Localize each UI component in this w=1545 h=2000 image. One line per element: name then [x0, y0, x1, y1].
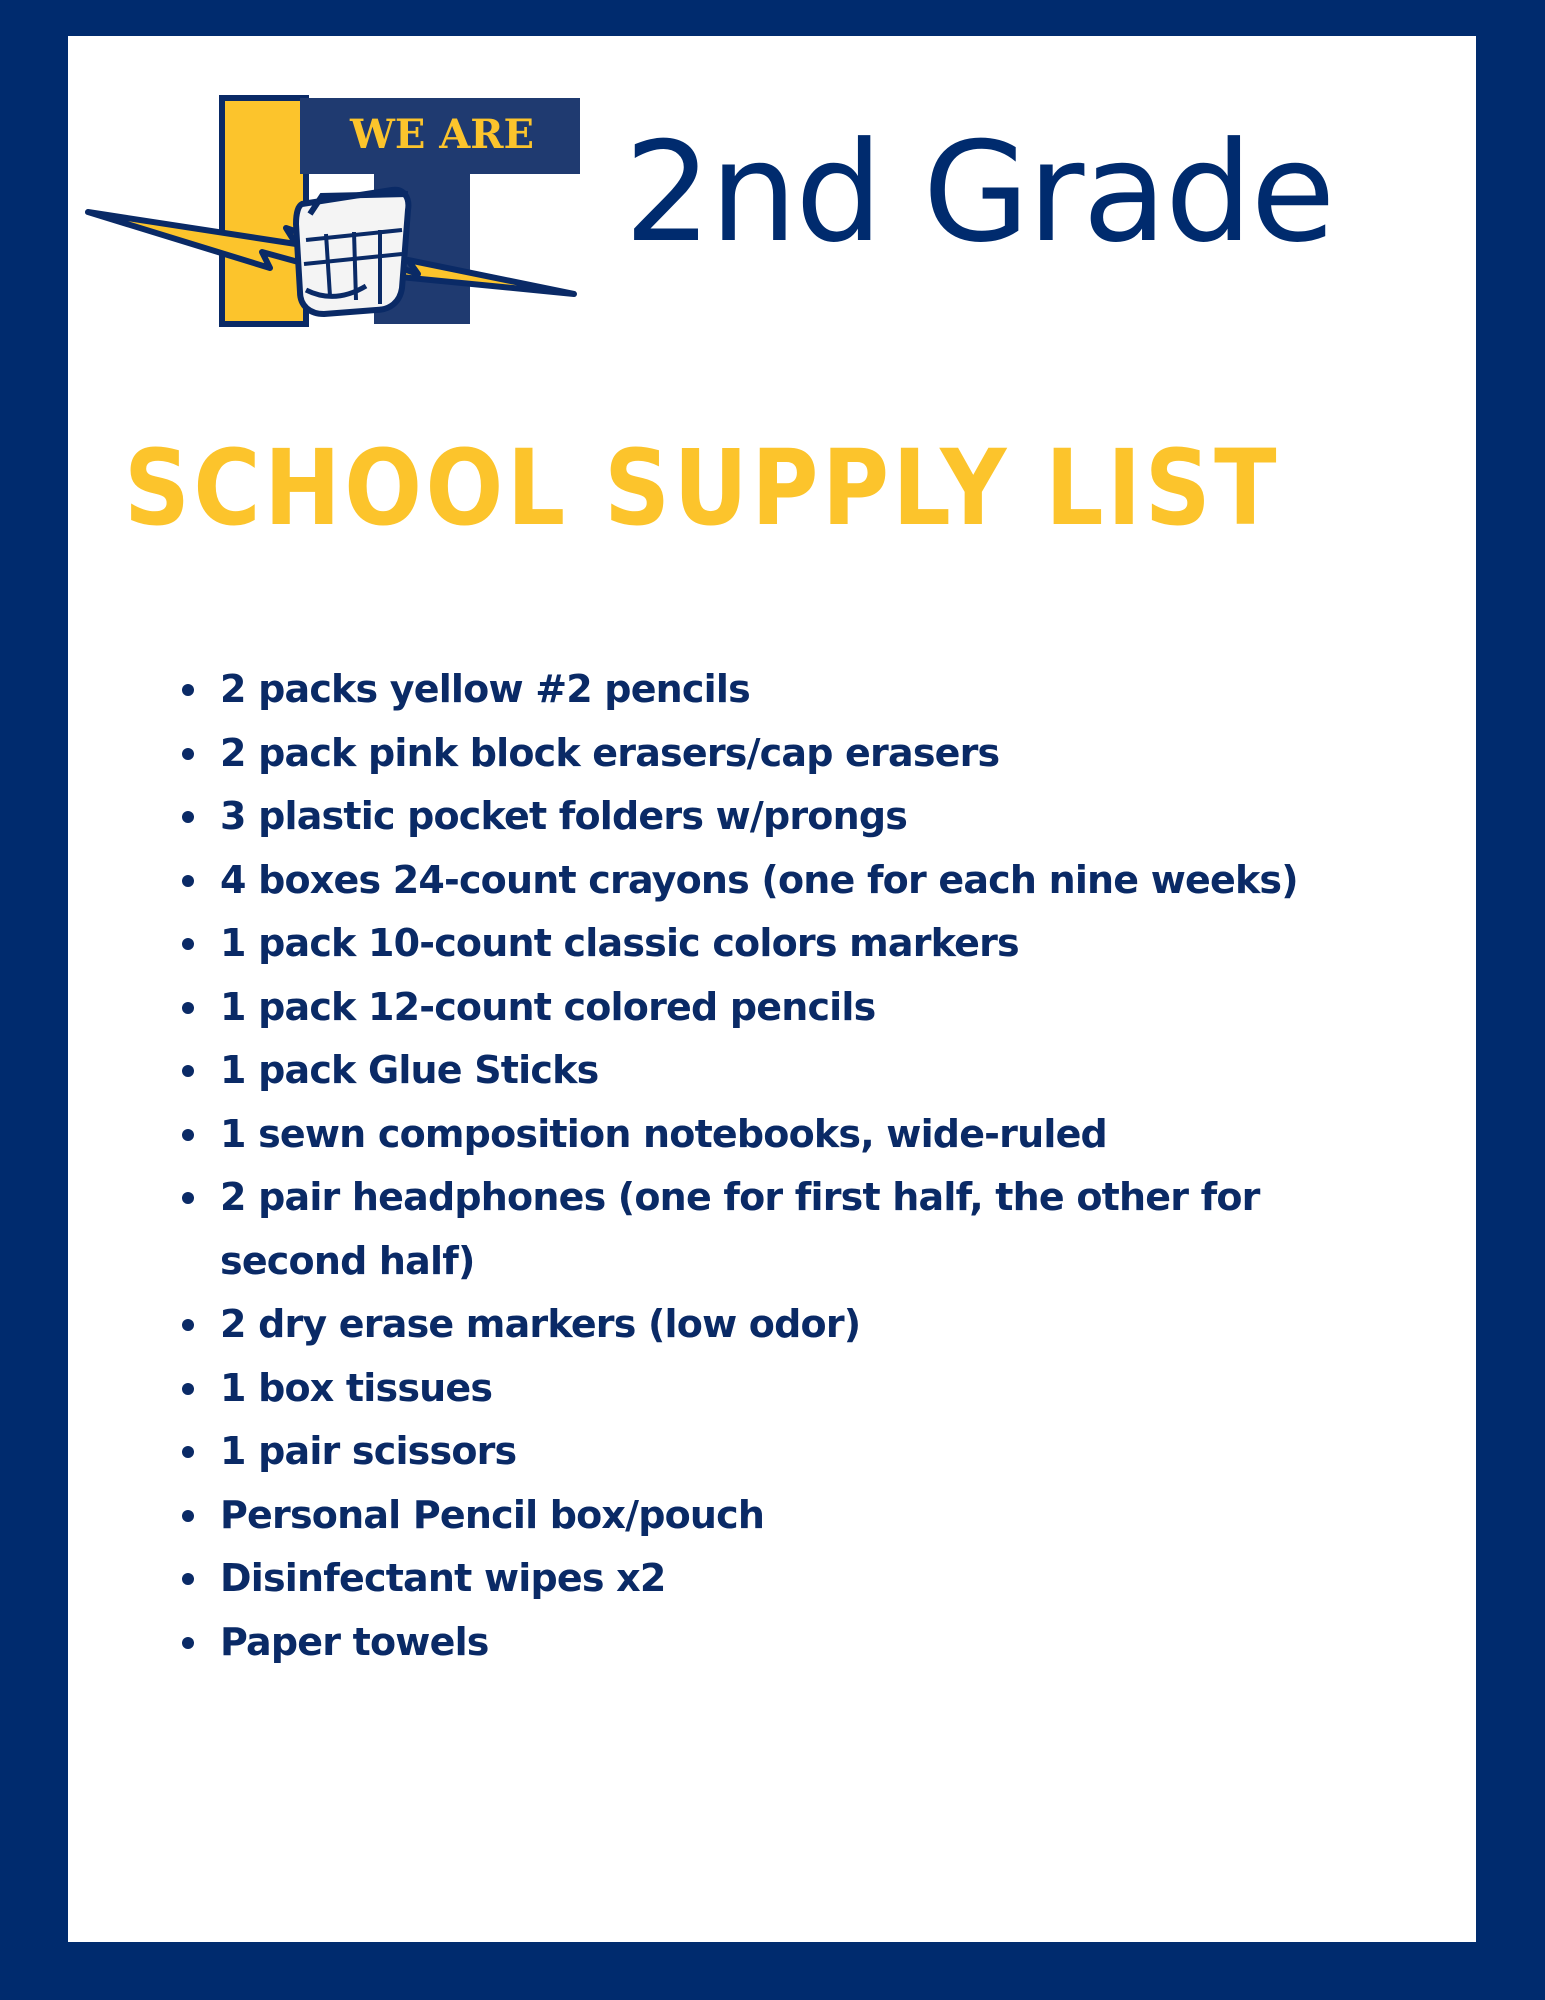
list-item	[180, 1484, 1390, 1548]
bullet-icon	[182, 938, 194, 950]
bullet-icon	[182, 1637, 194, 1649]
list-item-text: 1 sewn composition notebooks, wide-ruled	[220, 1111, 1107, 1156]
list-item	[180, 785, 1390, 849]
list-item-text: Personal Pencil box/pouch	[220, 1492, 765, 1537]
list-item	[180, 976, 1390, 1040]
bullet-icon	[182, 811, 194, 823]
list-item	[180, 1103, 1390, 1167]
list-item-text: 3 plastic pocket folders w/prongs	[220, 794, 908, 838]
list-item-text: 2 pack pink block erasers/cap erasers	[220, 730, 1000, 775]
list-item-text: 1 pair scissors	[220, 1429, 517, 1473]
list-item-text: 1 box tissues	[220, 1365, 493, 1410]
supply-list-page	[68, 36, 1476, 1942]
list-item	[180, 1166, 1390, 1293]
list-item-text: 1 pack 12-count colored pencils	[220, 984, 876, 1029]
grade-title: 2nd Grade	[624, 112, 1334, 273]
list-item-text: Disinfectant wipes x2	[220, 1556, 666, 1600]
bullet-icon	[182, 875, 194, 887]
fist-icon	[296, 190, 408, 314]
list-item-text: 4 boxes 24-count crayons (one for each nine weeks)	[220, 857, 1298, 902]
list-item-text: 2 pair headphones (one for first half, the other for second half)	[220, 1175, 1260, 1283]
list-item	[180, 1039, 1390, 1103]
list-item-text: Paper towels	[220, 1619, 489, 1664]
bullet-icon	[182, 1383, 194, 1395]
list-item-text: 1 pack 10-count classic colors markers	[220, 921, 1019, 965]
list-item	[180, 912, 1390, 976]
list-item	[180, 1420, 1390, 1484]
logo-tagline: WE ARE	[349, 111, 535, 158]
list-item	[180, 849, 1390, 913]
logo-letter-i	[222, 98, 306, 324]
list-item	[180, 658, 1390, 722]
list-item-text: 1 pack Glue Sticks	[220, 1048, 599, 1092]
school-logo	[74, 64, 594, 332]
supply-list-heading: SCHOOL SUPPLY LIST	[124, 427, 1281, 549]
list-item-text: 2 packs yellow #2 pencils	[220, 667, 750, 711]
list-item	[180, 1357, 1390, 1421]
list-item-text: 2 dry erase markers (low odor)	[220, 1302, 861, 1346]
supply-list	[180, 658, 1390, 1674]
list-item	[180, 1547, 1390, 1611]
bullet-icon	[182, 1192, 194, 1204]
bullet-icon	[182, 1510, 194, 1522]
bullet-icon	[182, 1002, 194, 1014]
list-item	[180, 1611, 1390, 1675]
bullet-icon	[182, 1319, 194, 1331]
list-item	[180, 722, 1390, 786]
bullet-icon	[182, 1573, 194, 1585]
bullet-icon	[182, 684, 194, 696]
list-item	[180, 1293, 1390, 1357]
bullet-icon	[182, 1446, 194, 1458]
bullet-icon	[182, 748, 194, 760]
bullet-icon	[182, 1129, 194, 1141]
bullet-icon	[182, 1065, 194, 1077]
